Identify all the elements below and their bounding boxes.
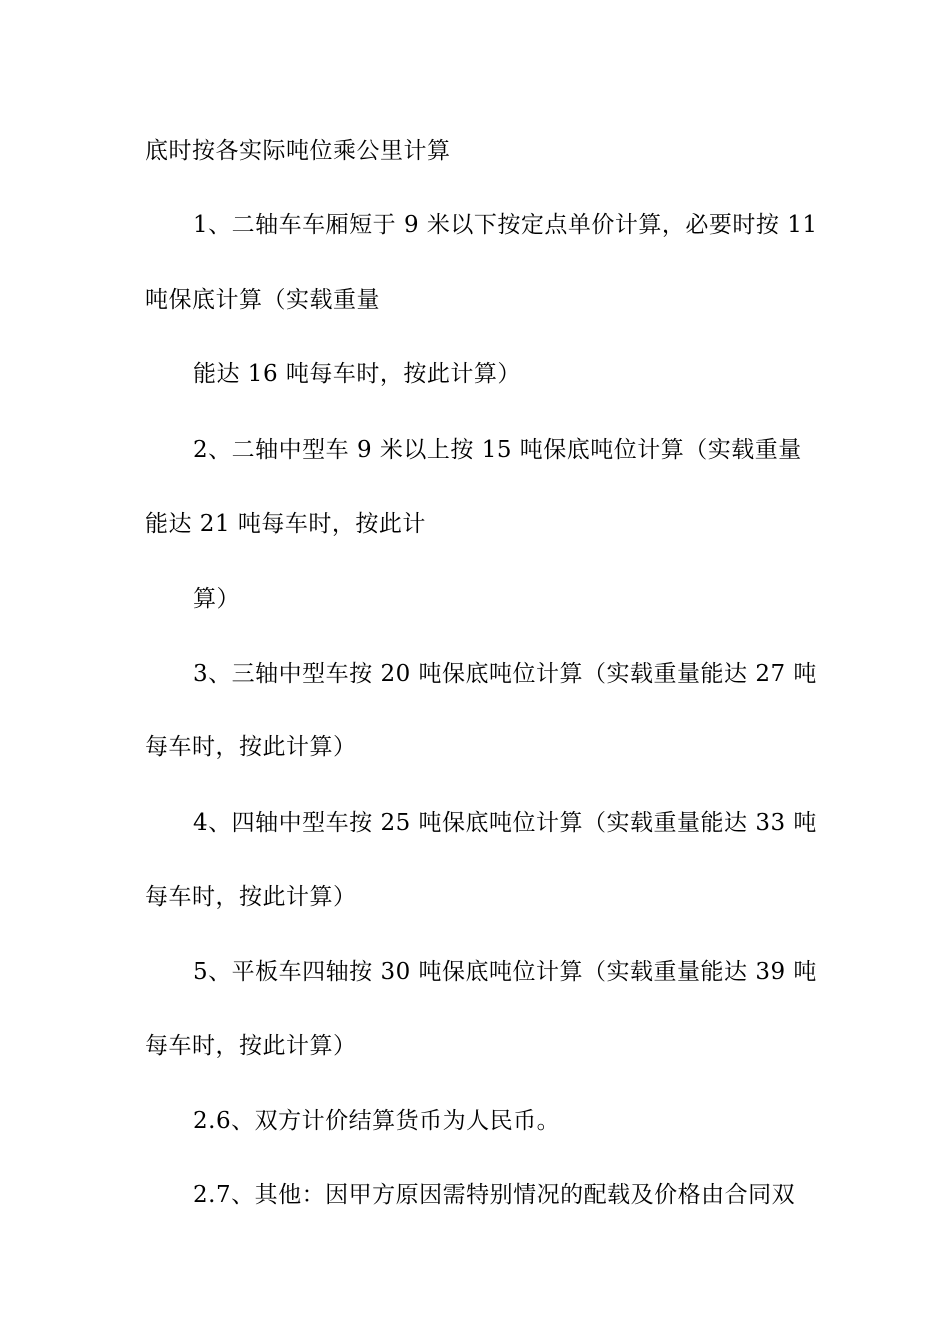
text-line-7: 算） [193, 586, 240, 612]
text-line-8: 3、三轴中型车按 20 吨保底吨位计算（实载重量能达 27 吨 [193, 661, 817, 687]
text-line-4: 能达 16 吨每车时，按此计算） [193, 361, 521, 387]
text-line-9: 每车时，按此计算） [145, 734, 357, 760]
text-line-2: 1、二轴车车厢短于 9 米以下按定点单价计算，必要时按 11 [193, 212, 818, 238]
text-line-6: 能达 21 吨每车时，按此计 [145, 511, 426, 537]
text-line-11: 每车时，按此计算） [145, 884, 357, 910]
text-line-5: 2、二轴中型车 9 米以上按 15 吨保底吨位计算（实载重量 [193, 437, 802, 463]
text-line-10: 4、四轴中型车按 25 吨保底吨位计算（实载重量能达 33 吨 [193, 810, 817, 836]
text-line-14: 2.6、双方计价结算货币为人民币。 [193, 1108, 561, 1134]
text-line-15: 2.7、其他：因甲方原因需特别情况的配载及价格由合同双 [193, 1182, 796, 1208]
text-line-12: 5、平板车四轴按 30 吨保底吨位计算（实载重量能达 39 吨 [193, 959, 817, 985]
text-line-1: 底时按各实际吨位乘公里计算 [145, 138, 451, 164]
text-line-13: 每车时，按此计算） [145, 1033, 357, 1059]
text-line-3: 吨保底计算（实载重量 [145, 287, 380, 313]
